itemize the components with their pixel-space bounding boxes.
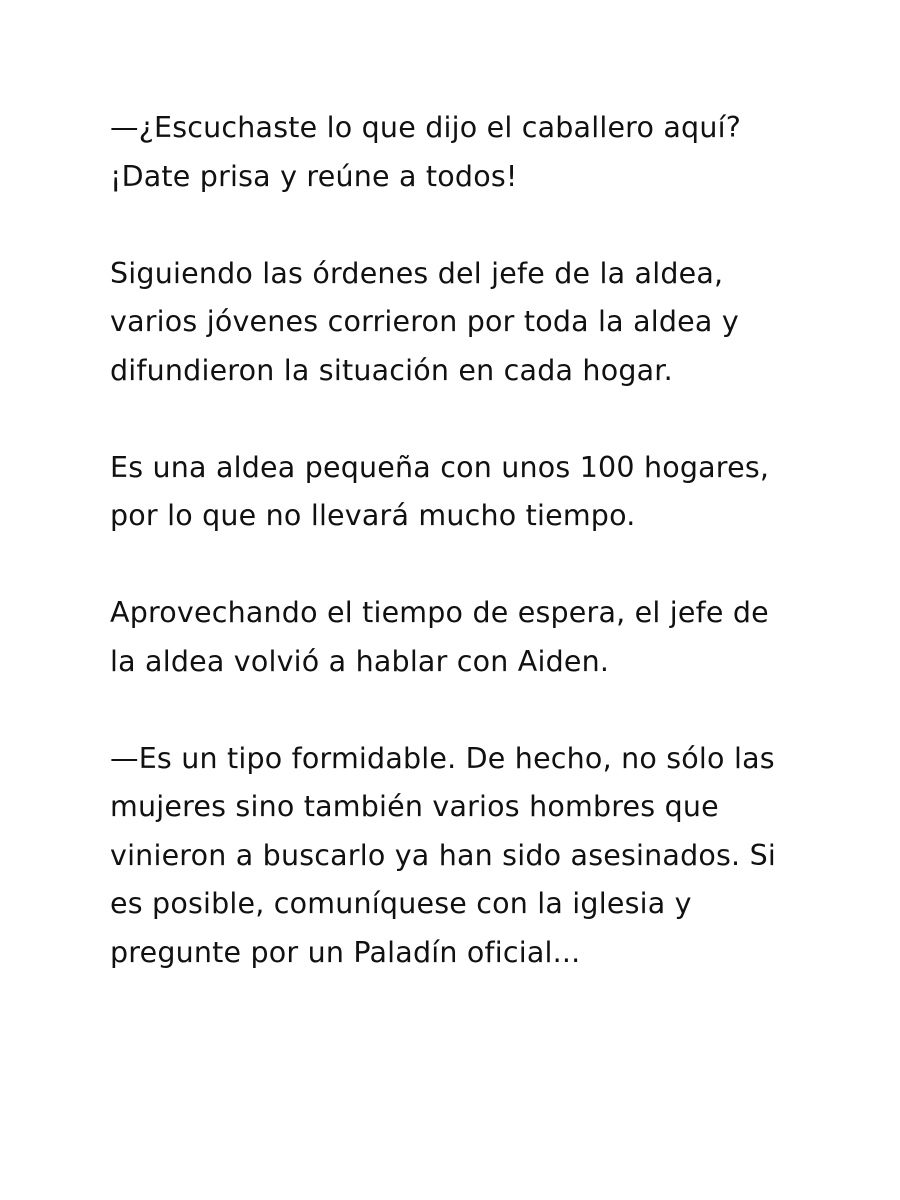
text-line: difundieron la situación en cada hogar. [110,353,673,387]
text-line: la aldea volvió a hablar con Aiden. [110,644,610,678]
text-line: vinieron a buscarlo ya han sido asesinados. Si [110,838,776,872]
text-line: —Es un tipo formidable. De hecho, no sólo las [110,741,775,775]
text-line: varios jóvenes corrieron por toda la aldea y [110,305,739,338]
text-line: mujeres sino también varios hombres que [110,790,719,823]
text-line: —¿Escuchaste lo que dijo el caballero aquí? [110,111,742,144]
text-line: Siguiendo las órdenes del jefe de la aldea, [110,256,724,290]
text-line: ¡Date prisa y reúne a todos! [110,159,518,193]
text-line: es posible, comuníquese con la iglesia y [110,887,692,920]
paragraph-narration-1 [110,250,810,396]
text-line: pregunte por un Paladín oficial... [110,935,581,969]
paragraph-narration-3 [110,589,810,686]
text-body [110,104,810,1026]
text-line: Es una aldea pequeña con unos 100 hogares, [110,450,770,484]
paragraph-dialogue-2 [110,735,810,978]
paragraph-dialogue-1 [110,104,810,201]
paragraph-narration-2 [110,444,810,541]
text-line: por lo que no llevará mucho tiempo. [110,499,636,532]
text-line: Aprovechando el tiempo de espera, el jefe de [110,596,769,629]
